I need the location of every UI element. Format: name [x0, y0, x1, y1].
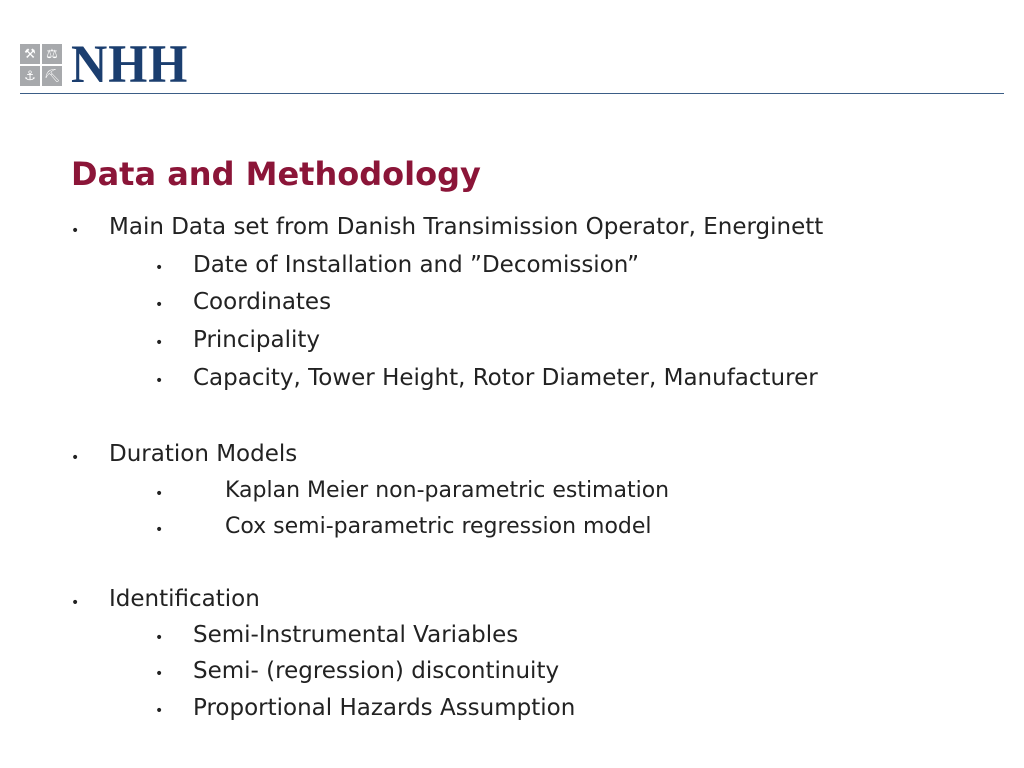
bullet-dot: • — [71, 450, 80, 466]
bullet-dot: • — [155, 486, 164, 502]
sub-bullet-text: Principality — [193, 327, 321, 353]
bullet-dot: • — [155, 522, 164, 538]
bullet-dot: • — [155, 630, 164, 646]
header-divider — [20, 93, 1004, 94]
bullet-dot: • — [155, 666, 164, 682]
sub-bullet-text: Cox semi-parametric regression model — [225, 514, 652, 539]
bullet-dot: • — [71, 595, 80, 611]
slide-title: Data and Methodology — [71, 155, 481, 193]
nhh-logo-mark — [20, 44, 62, 86]
plough-icon: ⛏ — [42, 66, 62, 86]
sub-bullet-text: Proportional Hazards Assumption — [193, 695, 576, 721]
bullet-dot: • — [155, 703, 164, 719]
sub-bullet-text: Capacity, Tower Height, Rotor Diameter, Manufacturer — [193, 365, 818, 391]
bullet-dot: • — [155, 297, 164, 313]
sub-bullet-text: Date of Installation and ”Decomission” — [193, 252, 639, 278]
sub-bullet-text: Semi-Instrumental Variables — [193, 622, 519, 648]
sub-bullet-text: Semi- (regression) discontinuity — [193, 658, 560, 684]
bullet-dot: • — [155, 373, 164, 389]
bullet-dot: • — [155, 335, 164, 351]
bullet-text: Identification — [109, 586, 260, 612]
bullet-text: Duration Models — [109, 441, 298, 467]
scales-icon: ⚖ — [42, 44, 62, 64]
sub-bullet-text: Kaplan Meier non-parametric estimation — [225, 478, 670, 503]
slide-header — [0, 0, 1024, 100]
bullet-text: Main Data set from Danish Transimission Operator, Energinett — [109, 214, 824, 240]
bullet-dot: • — [71, 223, 80, 239]
bullet-dot: • — [155, 260, 164, 276]
nhh-logo-text: NHH — [71, 34, 189, 94]
sub-bullet-text: Coordinates — [193, 289, 332, 315]
anchor-icon: ⚓ — [20, 66, 40, 86]
hammers-icon: ⚒ — [20, 44, 40, 64]
